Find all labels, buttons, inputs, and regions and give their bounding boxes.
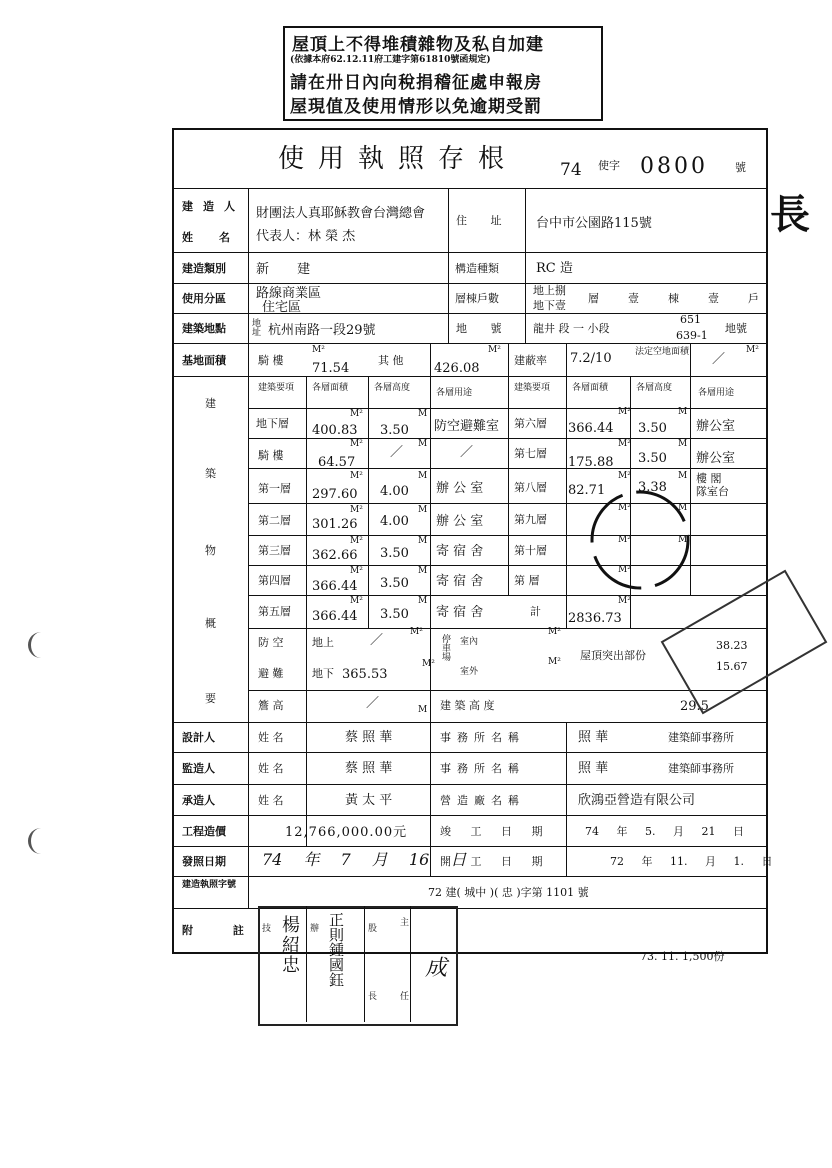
zone-value-2: 住宅區: [262, 300, 302, 315]
floor-left-name: 第一層: [258, 482, 291, 495]
floor-right-use: 辦公室: [696, 419, 736, 434]
floor-left-height: 3.50: [380, 546, 409, 561]
unit-m: M: [678, 535, 688, 545]
approval-director: 主: [400, 918, 410, 928]
category-label: 建造類別: [182, 262, 226, 275]
hdr-area-2: 各層面積: [572, 383, 609, 393]
build-permit-number: 72 建( 城中 )( 忠 )字第 1101 號: [428, 886, 589, 899]
approval-tech-sign: 楊紹忠: [279, 915, 300, 975]
arcade-unit: M²: [312, 345, 325, 355]
floor-right-name: 第九層: [514, 513, 547, 526]
edge-char: 長: [770, 191, 810, 238]
contractor-firm-label: 營造廠名稱: [440, 794, 525, 807]
unit-m2: M²: [548, 627, 561, 637]
roof-label: 屋頂突出部份: [580, 649, 646, 662]
unit-m2: M²: [618, 565, 631, 575]
owner-rep: 代表人：林 榮 杰: [256, 229, 356, 244]
floor-right-height: 3.50: [638, 421, 667, 436]
lot-number-2: 639-1: [676, 329, 708, 342]
floor-right-name: 第十層: [514, 544, 547, 557]
hdr-use: 各層用途: [436, 388, 473, 398]
units-label: 層棟戶數: [455, 292, 499, 305]
unit-m2: M²: [618, 439, 631, 449]
site-area-label: 基地面積: [182, 354, 226, 367]
location-addr-small: 地址: [250, 318, 260, 336]
floor-left-name: 地下層: [256, 417, 289, 430]
unit-m2: M²: [618, 503, 631, 513]
unit-m: M: [418, 536, 428, 546]
notice-line-1: 屋頂上不得堆積雜物及私自加建: [292, 35, 544, 55]
unit-m2: M²: [350, 536, 363, 546]
floor-left-height: 3.50: [380, 607, 409, 622]
floor-left-use: 寄 宿 舍: [436, 574, 484, 589]
completion-date: 74 年 5. 月 21 日: [585, 825, 744, 838]
floor-right-area: 82.71: [568, 483, 606, 498]
unit-m2: M²: [350, 471, 363, 481]
floor-left-name: 第二層: [258, 514, 291, 527]
hdr-height-2: 各層高度: [636, 383, 673, 393]
owner-label-b: 姓名: [182, 231, 256, 244]
zone-value-1: 路線商業區: [256, 286, 322, 301]
floor-right-name: 第七層: [514, 447, 547, 460]
supervisor-name: 蔡 照 華: [345, 761, 393, 776]
hole-mark: [28, 828, 49, 854]
floor-right-use: 樓 閣 隊室台: [696, 472, 729, 499]
floor-left-height: 4.00: [380, 484, 409, 499]
shelter-above-label: 地上: [312, 636, 334, 649]
floor-left-area: 297.60: [312, 487, 358, 502]
open-space-unit: M²: [746, 345, 759, 355]
remarks-label: 附 註: [182, 924, 262, 937]
units-below: 地下壹: [533, 299, 566, 312]
hdr-item-2: 建築要項: [514, 383, 551, 393]
lot-suffix: 地號: [725, 322, 747, 335]
designer-name: 蔡 照 華: [345, 730, 393, 745]
floor-left-area: 366.44: [312, 579, 358, 594]
floor-left-use: 辦 公 室: [436, 481, 484, 496]
supervisor-firm: 照 華: [578, 761, 609, 776]
unit-m: M: [678, 439, 688, 449]
supervisor-firm-suffix: 建築師事務所: [668, 762, 734, 775]
approval-clerk: 辦: [310, 924, 320, 934]
notice-line-4: 屋現值及使用情形以免逾期受罰: [290, 97, 542, 117]
supervisor-firm-label: 事務所名稱: [440, 762, 525, 775]
floor-right-total-label: 計: [530, 605, 541, 618]
designer-firm-suffix: 建築師事務所: [668, 731, 734, 744]
floor-right-name: 第八層: [514, 481, 547, 494]
shelter-below-value: 365.53: [342, 667, 388, 682]
floor-left-area: 362.66: [312, 548, 358, 563]
units-household: 戶: [748, 292, 759, 305]
start-date: 72 年 11. 月 1. 日: [610, 855, 773, 868]
unit-m: M: [418, 439, 428, 449]
floor-left-name: 第四層: [258, 574, 291, 587]
cost-value: 12,766,000.00元: [285, 825, 408, 840]
floor-left-name: 第五層: [258, 605, 291, 618]
floor-left-use: 防空避難室: [434, 419, 500, 434]
unit-m2: M²: [618, 596, 631, 606]
floor-left-area: 366.44: [312, 609, 358, 624]
completion-label: 竣 工 日 期: [440, 825, 551, 838]
designer-firm-label: 事務所名稱: [440, 731, 525, 744]
floor-left-area: 301.26: [312, 517, 358, 532]
structure-value: RC 造: [536, 261, 573, 276]
floor-left-height: ／: [390, 445, 404, 460]
approval-clerk-sign: 正則鍾國鈺: [327, 912, 345, 987]
arcade-label: 騎 樓: [258, 354, 284, 367]
unit-m2: M²: [350, 596, 363, 606]
shelter-label-2: 避 難: [258, 667, 284, 680]
unit-m2: M²: [548, 657, 561, 667]
permit-word: 使字: [598, 159, 620, 172]
roof-area: 38.23: [716, 639, 748, 652]
contractor-firm: 欣鴻亞營造有限公司: [578, 793, 696, 808]
floor-left-name: 第三層: [258, 544, 291, 557]
units-floor: 層: [588, 292, 599, 305]
hdr-use-2: 各層用途: [698, 388, 735, 398]
unit-m: M: [418, 471, 428, 481]
unit-m: M: [418, 409, 428, 419]
zone-label: 使用分區: [182, 292, 226, 305]
unit-m2: M²: [422, 659, 435, 669]
side-label-4: 概: [205, 617, 216, 630]
floor-right-area: 366.44: [568, 421, 614, 436]
owner-address-label: 住 址: [456, 214, 512, 227]
building-height-label: 建 築 高 度: [440, 699, 495, 712]
approval-section-2: 長: [368, 992, 378, 1002]
units-count-2: 壹: [708, 292, 719, 305]
unit-m2: M²: [350, 505, 363, 515]
open-space-value: ／: [712, 352, 726, 367]
cost-label: 工程造價: [182, 825, 226, 838]
unit-m2: M²: [350, 566, 363, 576]
floor-right-use: 辦公室: [696, 451, 736, 466]
coverage-label: 建蔽率: [514, 354, 547, 367]
permit-suffix: 號: [735, 161, 746, 174]
eave-label: 簷 高: [258, 699, 284, 712]
lot-label: 地 號: [456, 322, 512, 335]
side-label-1: 建: [205, 397, 216, 410]
parking-outdoor-label: 室外: [460, 667, 479, 677]
footer-print-note: 73. 11. 1,500份: [640, 950, 725, 963]
parking-label: 停車場: [440, 634, 450, 661]
floor-left-area: 64.57: [318, 455, 356, 470]
floor-right-area: 175.88: [568, 455, 614, 470]
owner-label-a: 建造人: [182, 200, 245, 213]
units-above: 地上捌: [533, 284, 566, 297]
side-label-2: 築: [205, 467, 216, 480]
unit-m: M: [678, 471, 688, 481]
unit-m: M: [678, 503, 688, 513]
unit-m2: M²: [618, 535, 631, 545]
notice-line-3: 請在卅日內向稅捐稽征處申報房: [290, 73, 542, 93]
unit-m2: M²: [410, 627, 423, 637]
structure-label: 構造種類: [455, 262, 499, 275]
floor-left-area: 400.83: [312, 423, 358, 438]
designer-firm: 照 華: [578, 730, 609, 745]
unit-m2: M²: [350, 409, 363, 419]
building-height-value: 29.5: [680, 699, 709, 714]
approval-section: 股: [368, 924, 378, 934]
location-address: 杭州南路一段29號: [268, 323, 376, 338]
open-space-label: 法定空地面積: [635, 347, 690, 357]
unit-m: M: [418, 596, 428, 606]
designer-label: 設計人: [182, 731, 215, 744]
roof-height: 15.67: [716, 660, 748, 673]
location-label: 建築地點: [182, 322, 226, 335]
arcade-area: 71.54: [312, 361, 350, 376]
floor-left-height: 3.50: [380, 423, 409, 438]
start-date-label: 開 工 日 期: [440, 855, 551, 868]
floor-left-height: 4.00: [380, 514, 409, 529]
contractor-name: 黃 太 平: [345, 793, 393, 808]
unit-m2: M²: [618, 407, 631, 417]
approval-sign: 成: [425, 956, 448, 981]
floor-left-height: 3.50: [380, 576, 409, 591]
shelter-above-value: ／: [370, 633, 384, 648]
issue-date-label: 發照日期: [182, 855, 226, 868]
units-bldg: 棟: [668, 292, 679, 305]
designer-name-label: 姓 名: [258, 731, 284, 744]
supervisor-name-label: 姓 名: [258, 762, 284, 775]
round-seal: [585, 485, 695, 595]
form-title: 使用執照存根: [278, 144, 519, 174]
unit-m: M: [678, 407, 688, 417]
owner-org: 財團法人真耶穌教會台灣總會: [256, 206, 426, 221]
eave-value: ／: [366, 696, 380, 711]
unit-m: M: [418, 505, 428, 515]
floor-left-use: ／: [460, 445, 474, 460]
unit-m2: M²: [350, 439, 363, 449]
permit-number: 0800: [640, 154, 708, 179]
approval-director-2: 任: [400, 992, 410, 1002]
contractor-label: 承造人: [182, 794, 215, 807]
notice-line-2: (依據本府62.12.11府工建字第61810號函規定): [290, 55, 491, 65]
other-unit: M²: [488, 345, 501, 355]
unit-m: M: [418, 705, 428, 715]
contractor-name-label: 姓 名: [258, 794, 284, 807]
floor-left-name: 騎 樓: [258, 449, 284, 462]
side-label-5: 要: [205, 692, 216, 705]
other-label: 其 他: [378, 354, 404, 367]
coverage-ratio: 7.2/10: [570, 351, 612, 366]
lot-number-1: 651: [680, 313, 701, 326]
side-label-3: 物: [205, 544, 216, 557]
other-area: 426.08: [434, 361, 480, 376]
permit-year: 74: [560, 160, 582, 180]
floor-right-height: 3.50: [638, 451, 667, 466]
unit-m: M: [418, 566, 428, 576]
floor-right-total-area: 2836.73: [568, 611, 622, 626]
shelter-below-label: 地下: [312, 667, 334, 680]
floor-right-name: 第六層: [514, 417, 547, 430]
owner-address: 台中市公園路115號: [536, 216, 652, 231]
unit-m2: M²: [618, 471, 631, 481]
hole-mark: [28, 632, 49, 658]
floor-left-use: 辦 公 室: [436, 514, 484, 529]
issue-date: 74 年 7 月 16 日: [262, 850, 467, 869]
floor-left-use: 寄 宿 舍: [436, 544, 484, 559]
parking-indoor-label: 室內: [460, 637, 479, 647]
units-count: 壹: [628, 292, 639, 305]
supervisor-label: 監造人: [182, 762, 215, 775]
shelter-label-1: 防 空: [258, 636, 284, 649]
hdr-area: 各層面積: [312, 383, 349, 393]
floor-right-name: 第 層: [514, 574, 540, 587]
lot-section: 龍井 段 一 小段: [533, 322, 610, 335]
category-value: 新 建: [256, 262, 323, 277]
hdr-height: 各層高度: [374, 383, 411, 393]
floor-right-height: 3.38: [638, 480, 667, 495]
build-permit-label: 建造執照字號: [182, 880, 237, 890]
hdr-item: 建築要項: [258, 383, 295, 393]
approval-tech: 技: [262, 924, 272, 934]
floor-left-use: 寄 宿 舍: [436, 605, 484, 620]
